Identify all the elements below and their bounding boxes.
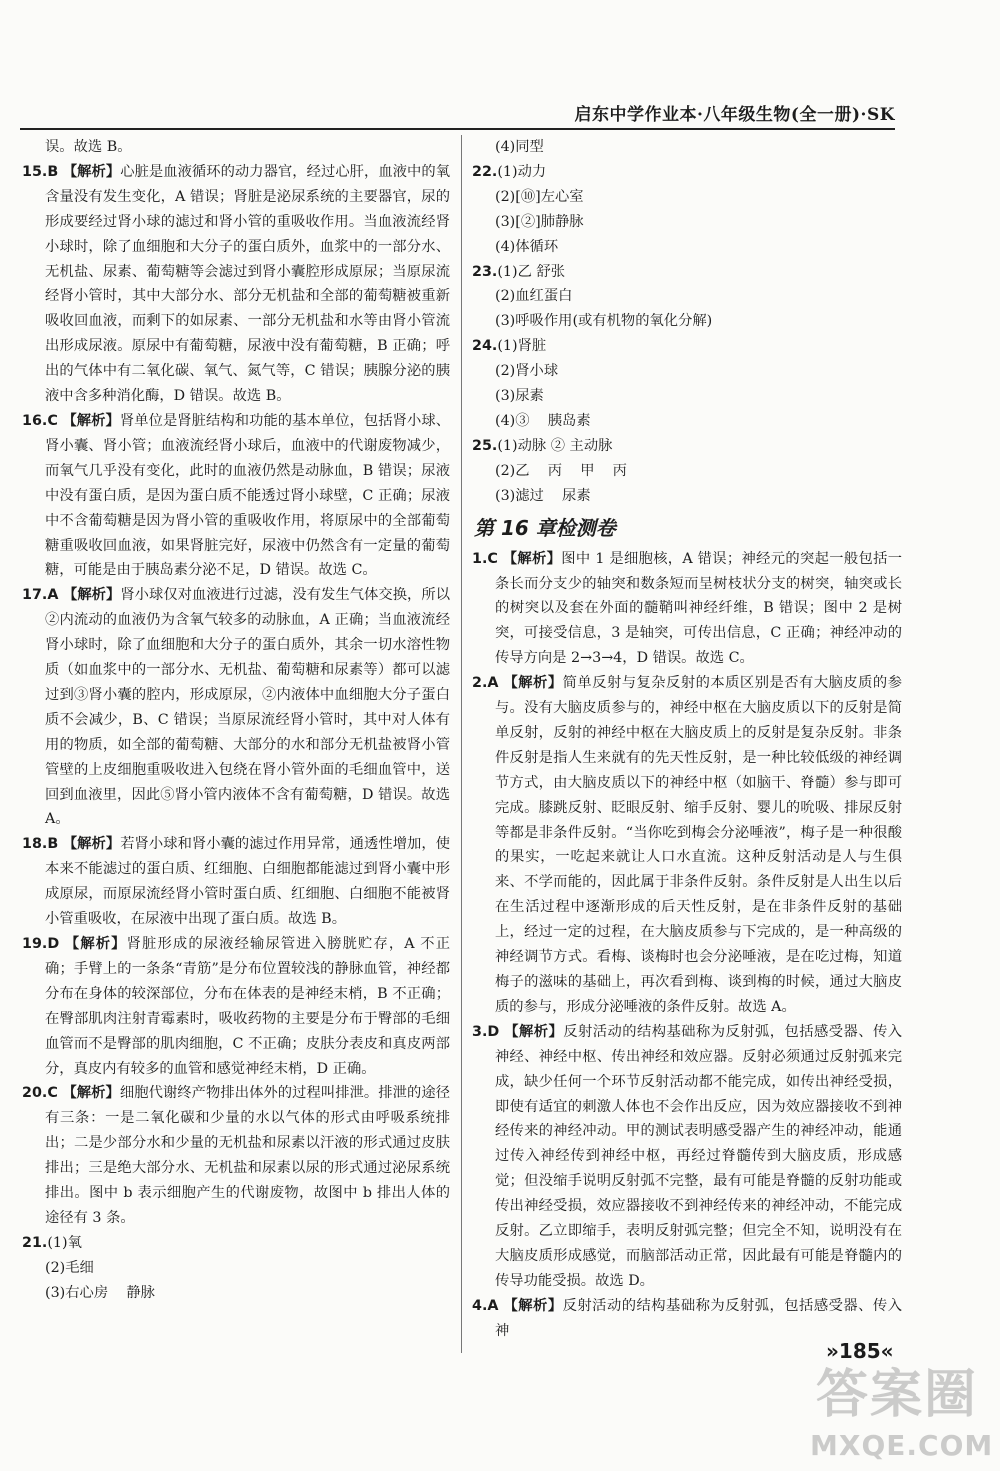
answer-text: (1)乙 舒张	[497, 263, 566, 280]
question-number: 2.	[472, 675, 488, 692]
question-number: 19.	[22, 936, 48, 952]
answer-letter: A	[487, 675, 499, 692]
answer-subitem: (2)肾小球	[495, 363, 559, 380]
answer-text: 肾脏形成的尿液经输尿管进入膀胱贮存，A 不正确；手臂上的一条条“青筋”是分布位置较浅的静脉血管，神经都分布在身体的较深部位，分布在体表的是神经末梢，B 不正确；在臀部肌肉注射青霉素时，吸收药物的主要是分布于臀部的毛细血管而不是臀部的肌肉细胞，C 不正确；皮肤分表皮和真皮两部分，真皮内有较多的血管和感觉神经末梢，D 正确。	[45, 936, 451, 1077]
analysis-tag: 【解析】	[503, 1297, 563, 1314]
question-number: 18.	[22, 836, 48, 853]
answer-text: 若肾小球和肾小囊的滤过作用异常，通透性增加，使本来不能滤过的蛋白质、红细胞、白细胞都能滤过到肾小囊中形成原尿，而原尿流经肾小管时蛋白质、红细胞、白细胞不能被肾小管重吸收，在尿液中出现了蛋白质。故选 B。	[45, 836, 451, 928]
answer-text: 肾单位是肾脏结构和功能的基本单位，包括肾小球、肾小囊、肾小管；血液流经肾小球后，血液中的代谢废物减少，而氧气几乎没有变化，此时的血液仍然是动脉血，B 错误；尿液中没有蛋白质，是因为蛋白质不能透过肾小球壁，C 正确；尿液中不含葡萄糖是因为肾小管的重吸收作用，将原尿中的全部葡萄糖重吸收回血液，如果肾脏完好，尿液中仍然含有一定量的葡萄糖，可能是由于胰岛素分泌不足，D 错误。故选 C。	[45, 412, 451, 579]
analysis-tag: 【解析】	[62, 412, 120, 429]
question-number: 17.	[22, 587, 48, 604]
question-number: 16.	[22, 412, 48, 429]
answer-text: 反射活动的结构基础称为反射弧，包括感受器、传入神	[495, 1297, 903, 1339]
question-answer	[472, 1020, 902, 1294]
answer-text: 心脏是血液循环的动力器官，经过心肝，血液中的氧含量没有发生变化，A 错误；肾脏是泌尿系统的主要器官，尿的形成要经过肾小球的滤过和肾小管的重吸收作用。当血液流经肾小球时，除了血细胞和大分子的蛋白质外，血浆中的一部分水、无机盐、尿素、葡萄糖等会滤过到肾小囊腔形成原尿；当原尿流经肾小管时，其中大部分水、部分无机盐和全部的葡萄糖被重新吸收回血液，而剩下的如尿素、一部分无机盐和水等由肾小管流出形成尿液。原尿中有葡萄糖，尿液中没有葡萄糖，B 正确；呼出的气体中有二氧化碳、氧气、氮气等，C 错误；胰腺分泌的胰液中含多种消化酶，D 错误。故选 B。	[45, 163, 451, 405]
answer-letter: B	[47, 163, 59, 180]
answer-letter: A	[47, 587, 59, 604]
answer-subitem: (3)右心房 静脉	[45, 1284, 155, 1301]
answer-subitem: (4)③ 胰岛素	[495, 412, 591, 429]
analysis-tag: 【解析】	[63, 587, 121, 604]
question-answer	[22, 1231, 450, 1256]
answer-text: 细胞代谢终产物排出体外的过程叫排泄。排泄的途径有三条：一是二氧化碳和少量的水以气体的形式由呼吸系统排出；二是少部分水和少量的无机盐和尿素以汗液的形式通过皮肤排出；三是绝大部分水、无机盐和尿素以尿的形式通过泌尿系统排出。图中 b 表示细胞产生的代谢废物，故图中 b 排出人体的途径有 3 条。	[45, 1085, 451, 1226]
question-number: 23.	[472, 263, 498, 280]
answer-text: (1)肾脏	[497, 338, 547, 355]
question-answer	[472, 1294, 902, 1344]
question-answer	[472, 260, 902, 285]
page-header: 启东中学作业本·八年级生物(全一册)·SK	[20, 100, 895, 130]
answer-letter: A	[487, 1297, 499, 1314]
answer-letter: D	[487, 1023, 500, 1040]
answer-subitem: (3)滤过 尿素	[495, 487, 591, 504]
question-number: 4.	[472, 1297, 488, 1314]
answer-letter: B	[47, 836, 59, 853]
answer-subitem: (3)尿素	[495, 388, 544, 405]
question-answer	[22, 932, 450, 1081]
answer-text: 肾小球仅对血液进行过滤，没有发生气体交换，所以②内流动的血液仍为含氧气较多的动脉血，A 正确；当血液流经肾小球时，除了血细胞和大分子的蛋白质外，其余一切水溶性物质（如血浆中的一部分水、无机盐、葡萄糖和尿素等）都可以滤过到③肾小囊的腔内，形成原尿，②内液体中血细胞大分子蛋白质不会减少，B、C 错误；当原尿流经肾小管时，其中对人体有用的物质，如全部的葡萄糖、大部分的水和部分无机盐被肾小管管壁的上皮细胞重吸收进入包绕在肾小管外面的毛细血管中，送回到血液里，因此⑤肾小管内液体不含有葡萄糖，D 错误。故选 A。	[45, 587, 451, 828]
question-answer	[472, 671, 902, 1020]
question-answer	[472, 547, 902, 672]
section-title: 第 16 章检测卷	[474, 515, 616, 540]
left-column	[22, 135, 450, 1306]
answer-subitem: (3)呼吸作用(或有机物的氧化分解)	[495, 313, 713, 330]
question-number: 22.	[472, 163, 498, 180]
answer-text: 图中 1 是细胞核，A 错误；神经元的突起一般包括一条长而分支少的轴突和数条短而呈树枝状分支的树突，轴突或长的树突以及套在外面的髓鞘叫神经纤维，B 错误；图中 2 是树突，可接受信息，3 是轴突，可传出信息，C 正确；神经冲动的传导方向是 2→3→4，D 错误。故选 C。	[495, 550, 902, 667]
answer-subitem: (2)血红蛋白	[495, 288, 573, 305]
analysis-tag: 【解析】	[502, 550, 562, 567]
question-number: 3.	[472, 1023, 488, 1040]
answer-letter: C	[47, 412, 58, 429]
question-number: 21.	[22, 1234, 48, 1251]
page-number: »185«	[826, 1339, 894, 1363]
answer-letter: C	[47, 1085, 58, 1102]
analysis-tag: 【解析】	[503, 675, 563, 692]
answer-text: (1)动力	[497, 163, 547, 180]
continued-text: 误。故选 B。	[45, 139, 132, 155]
column-divider	[461, 135, 462, 1353]
question-answer	[22, 160, 450, 409]
question-number: 25.	[472, 437, 498, 454]
question-answer	[22, 409, 450, 583]
question-number: 15.	[22, 163, 48, 180]
answer-subitem: (4)体循环	[495, 238, 559, 255]
right-column	[472, 135, 902, 1344]
question-answer	[22, 583, 450, 832]
analysis-tag: 【解析】	[62, 1085, 120, 1102]
answer-text: (1)氧	[47, 1234, 82, 1251]
answer-subitem: (3)[②]肺静脉	[495, 213, 584, 230]
question-answer	[472, 334, 902, 359]
question-answer	[472, 160, 902, 185]
answer-subitem: (4)同型	[495, 139, 544, 155]
question-number: 20.	[22, 1085, 48, 1102]
answer-subitem: (2)乙 丙 甲 丙	[495, 462, 627, 479]
question-answer	[22, 832, 450, 932]
answer-subitem: (2)毛细	[45, 1259, 94, 1276]
analysis-tag: 【解析】	[504, 1023, 564, 1040]
analysis-tag: 【解析】	[64, 936, 127, 952]
answer-text: 反射活动的结构基础称为反射弧，包括感受器、传入神经、神经中枢、传出神经和效应器。反射必须通过反射弧来完成，缺少任何一个环节反射活动都不能完成，如传出神经受损，即使有适宜的刺激人体也不会作出反应，因为效应器接收不到神经传来的神经冲动。甲的测试表明感受器产生的神经冲动，能通过传入神经传到神经中枢，再经过脊髓传到大脑皮质，形成感觉；但没缩手说明反射弧不完整，最有可能是脊髓的反射功能或传出神经受损，效应器接收不到神经传来的神经冲动，不能完成反射。乙立即缩手，表明反射弧完整；但完全不知，说明没有在大脑皮质形成感觉，而脑部活动正常，因此最有可能是脊髓内的传导功能受损。故选 D。	[495, 1023, 903, 1289]
answer-text: (1)动脉 ② 主动脉	[497, 437, 613, 454]
answer-letter: D	[47, 936, 60, 952]
analysis-tag: 【解析】	[62, 163, 121, 180]
answer-text: 简单反射与复杂反射的本质区别是否有大脑皮质的参与。没有大脑皮质参与的，神经中枢在大脑皮质以下的反射是简单反射，反射的神经中枢在大脑皮质上的反射是复杂反射。非条件反射是指人生来就有的先天性反射，是一种比较低级的神经调节方式，由大脑皮质以下的神经中枢（如脑干、脊髓）参与即可完成。膝跳反射、眨眼反射、缩手反射、婴儿的吮吸、排尿反射等都是非条件反射。“当你吃到梅会分泌唾液”，梅子是一种很酸的果实，一吃起来就让人口水直流。这种反射活动是人与生俱来、不学而能的，因此属于非条件反射。条件反射是人出生以后在生活过程中逐渐形成的后天性反射，是在非条件反射的基础上，经过一定的过程，在大脑皮质参与下完成的，是一种高级的神经调节方式。看梅、谈梅时也会分泌唾液，是在吃过梅，知道梅子的滋味的基础上，再次看到梅、谈到梅的时候，通过大脑皮质的参与，形成分泌唾液的条件反射。故选 A。	[495, 675, 903, 1015]
watermark-url: MXQE.COM	[810, 1429, 994, 1462]
question-number: 1.	[472, 550, 488, 567]
answer-letter: C	[487, 550, 498, 567]
question-answer	[472, 434, 902, 459]
answer-subitem: (2)[⑩]左心室	[495, 188, 584, 205]
analysis-tag: 【解析】	[62, 836, 121, 853]
question-answer	[22, 1081, 450, 1230]
question-number: 24.	[472, 338, 498, 355]
watermark	[804, 1363, 1000, 1471]
watermark-logo: 答案圈	[816, 1365, 979, 1425]
